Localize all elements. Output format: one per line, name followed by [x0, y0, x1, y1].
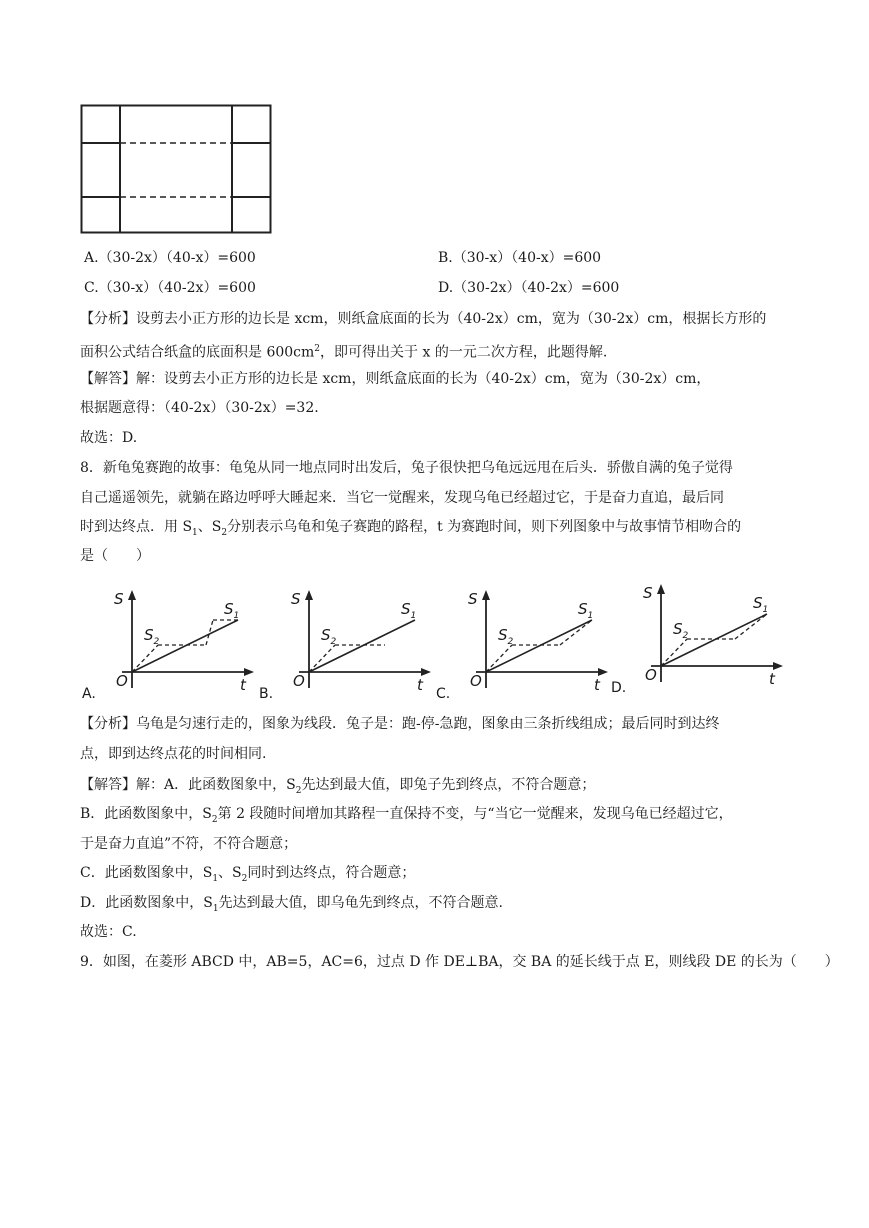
x-axis-label: t: [594, 676, 600, 694]
q8-analysis-line2: 点，即到达终点花的时间相同.: [80, 746, 267, 762]
q7-analysis-line2: 面积公式结合纸盒的底面积是 $600cm^2$，即可得出关于 x 的一元二次方程，此题得解.: [80, 344, 608, 361]
q8-analysis-line1: 【分析】乌龟是匀速行走的，图象为线段．兔子是：跑-停-急跑，图象由三条折线组成；最后同时到达终: [80, 716, 720, 732]
s2-rabbit-segment: [132, 645, 158, 672]
q8-solution-a: 【解答】解：A．此函数图象中，$S_2$先达到最大值，即兔子先到终点，不符合题意；: [80, 777, 596, 796]
y-axis-arrow: [305, 590, 313, 600]
q7-analysis-line1: 【分析】设剪去小正方形的边长是 xcm，则纸盒底面的长为（40-2x）cm，宽为（30-2x）cm，根据长方形的: [80, 311, 767, 327]
q8-choice: 故选：C.: [80, 924, 137, 940]
q8-graph-a: [82, 588, 258, 702]
x-axis-label: t: [769, 670, 775, 688]
s2-label: $S_2$: [321, 626, 337, 647]
q8-solution-b: B．此函数图象中，$S_2$第 2 段随时间增加其路程一直保持不变，与“当它一觉醒来，发现乌龟已经超过它，: [80, 806, 733, 825]
s2-rabbit-segment: [309, 645, 335, 672]
y-axis-label: S: [291, 590, 301, 608]
q8-graph-d: [611, 582, 787, 696]
y-axis-arrow: [657, 584, 665, 594]
graph-option-label: B.: [259, 686, 274, 702]
q7-choice: 故选：D.: [80, 430, 138, 446]
graph-option-label: C.: [436, 686, 451, 702]
graph-option-label: D.: [611, 680, 627, 696]
y-axis-label: S: [643, 584, 653, 602]
x-axis-arrow: [421, 668, 431, 676]
origin-label: O: [293, 672, 305, 690]
q7-option-d: D.（30-2x）（40-2x）=600: [438, 280, 620, 296]
s2-rabbit-segment: [661, 639, 687, 666]
s2-label: $S_2$: [673, 620, 689, 641]
q8-solution-b-line2: 于是奋力直追”不符，不符合题意；: [80, 836, 298, 852]
y-axis-arrow: [482, 590, 490, 600]
origin-label: O: [645, 666, 657, 684]
q8-stem-line1: 8．新龟兔赛跑的故事：龟兔从同一地点同时出发后，兔子很快把乌龟远远甩在后头．骄傲自满的兔子觉得: [80, 460, 733, 476]
y-axis-label: S: [114, 590, 124, 608]
box-net-figure: [80, 104, 276, 236]
q8-solution-d: D．此函数图象中，$S_1$先达到最大值，即乌龟先到终点，不符合题意.: [80, 895, 504, 914]
graph-option-label: A.: [82, 686, 96, 702]
origin-label: O: [116, 672, 128, 690]
s1-label: $S_1$: [401, 600, 417, 621]
s1-label: $S_1$: [224, 600, 240, 621]
q8-stem-line2: 自己遥遥领先，就躺在路边呼呼大睡起来．当它一觉醒来，发现乌龟已经超过它，于是奋力直追，最后同: [80, 490, 724, 506]
q7-solution-line1: 【解答】解：设剪去小正方形的边长是 xcm，则纸盒底面的长为（40-2x）cm，宽为（30-2x）cm，: [80, 371, 711, 387]
q8-graph-b: [259, 588, 435, 702]
x-axis-arrow: [244, 668, 254, 676]
s2-rabbit-segment: [486, 645, 512, 672]
x-axis-label: t: [417, 676, 423, 694]
origin-label: O: [470, 672, 482, 690]
y-axis-arrow: [128, 590, 136, 600]
q8-solution-c: C．此函数图象中，$S_1$、$S_2$同时到达终点，符合题意；: [80, 865, 416, 884]
x-axis-arrow: [598, 668, 608, 676]
q7-solution-line2: 根据题意得：（40-2x）（30-2x）=32.: [80, 400, 319, 416]
x-axis-arrow: [773, 662, 783, 670]
s2-label: $S_2$: [144, 626, 160, 647]
q7-option-a: A.（30-2x）（40-x）=600: [84, 250, 256, 266]
y-axis-label: S: [468, 590, 478, 608]
s2-label: $S_2$: [498, 626, 514, 647]
q8-stem-line3: 时到达终点．用 $S_1$、$S_2$分别表示乌龟和兔子赛跑的路程，t 为赛跑时间，则下列图象中与故事情节相吻合的: [80, 519, 742, 538]
q9-stem: 9．如图，在菱形 ABCD 中，AB=5，AC=6，过点 D 作 DE⊥BA，交 BA 的延长线于点 E，则线段 DE 的长为（ ）: [80, 954, 839, 970]
q7-option-c: C.（30-x）（40-2x）=600: [84, 280, 256, 296]
s1-label: $S_1$: [753, 594, 769, 615]
x-axis-label: t: [240, 676, 246, 694]
q8-graph-c: [436, 588, 612, 702]
s1-label: $S_1$: [578, 600, 594, 621]
q7-option-b: B.（30-x）（40-x）=600: [438, 250, 602, 266]
q8-stem-line4: 是（ ）: [80, 548, 150, 564]
